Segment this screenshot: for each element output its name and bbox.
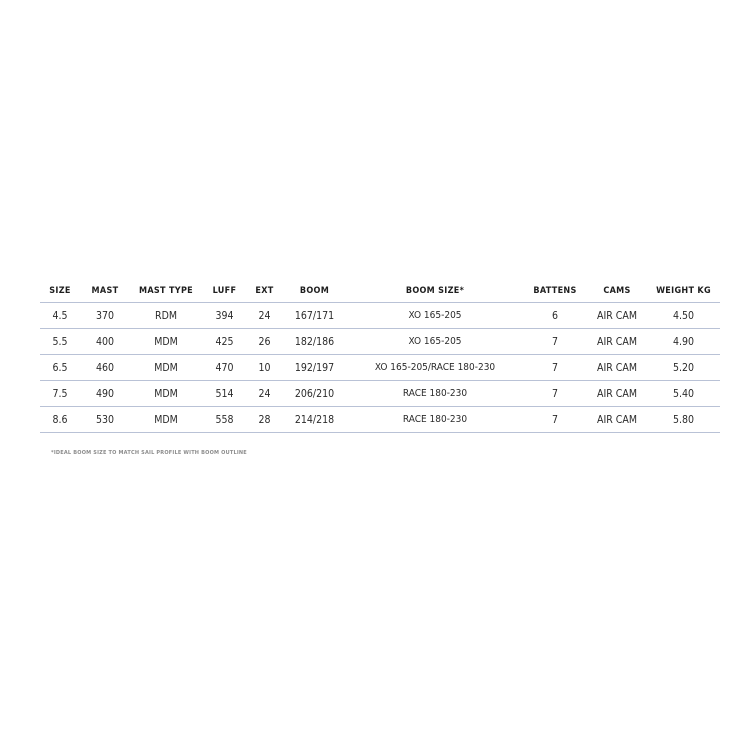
cell-mast-type: MDM (130, 381, 202, 407)
header-mast-type: MAST TYPE (130, 280, 202, 303)
table-row (40, 355, 720, 381)
cell-battens: 7 (523, 355, 587, 381)
table-row (40, 407, 720, 433)
table-row (40, 303, 720, 329)
cell-boom-size: XO 165-205 (347, 329, 523, 355)
cell-size: 4.5 (40, 303, 80, 329)
cell-mast-type: MDM (130, 407, 202, 433)
cell-mast: 400 (80, 329, 130, 355)
cell-boom: 206/210 (282, 381, 347, 407)
cell-weight: 4.50 (647, 303, 720, 329)
cell-battens: 7 (523, 381, 587, 407)
cell-luff: 558 (202, 407, 247, 433)
cell-mast: 530 (80, 407, 130, 433)
cell-mast-type: MDM (130, 329, 202, 355)
cell-battens: 7 (523, 329, 587, 355)
table-row (40, 381, 720, 407)
cell-ext: 26 (247, 329, 282, 355)
header-boom: BOOM (282, 280, 347, 303)
cell-boom: 214/218 (282, 407, 347, 433)
header-boom-size: BOOM SIZE* (347, 280, 523, 303)
cell-weight: 5.20 (647, 355, 720, 381)
cell-size: 7.5 (40, 381, 80, 407)
cell-ext: 10 (247, 355, 282, 381)
cell-boom: 167/171 (282, 303, 347, 329)
cell-mast: 370 (80, 303, 130, 329)
cell-luff: 514 (202, 381, 247, 407)
cell-battens: 6 (523, 303, 587, 329)
cell-weight: 5.40 (647, 381, 720, 407)
cell-boom-size: RACE 180-230 (347, 381, 523, 407)
cell-weight: 4.90 (647, 329, 720, 355)
cell-cams: AIR CAM (587, 329, 647, 355)
cell-mast-type: MDM (130, 355, 202, 381)
cell-size: 5.5 (40, 329, 80, 355)
cell-boom: 182/186 (282, 329, 347, 355)
cell-boom-size: XO 165-205/RACE 180-230 (347, 355, 523, 381)
cell-boom-size: XO 165-205 (347, 303, 523, 329)
header-mast: MAST (80, 280, 130, 303)
cell-ext: 28 (247, 407, 282, 433)
footnote: *IDEAL BOOM SIZE TO MATCH SAIL PROFILE WITH BOOM OUTLINE (51, 450, 247, 456)
spec-table (40, 280, 720, 433)
header-row (40, 280, 720, 303)
cell-cams: AIR CAM (587, 303, 647, 329)
cell-size: 8.6 (40, 407, 80, 433)
cell-cams: AIR CAM (587, 407, 647, 433)
cell-battens: 7 (523, 407, 587, 433)
cell-mast: 460 (80, 355, 130, 381)
header-luff: LUFF (202, 280, 247, 303)
cell-size: 6.5 (40, 355, 80, 381)
header-weight: WEIGHT KG (647, 280, 720, 303)
cell-ext: 24 (247, 303, 282, 329)
header-ext: EXT (247, 280, 282, 303)
table-row (40, 329, 720, 355)
cell-luff: 470 (202, 355, 247, 381)
cell-cams: AIR CAM (587, 381, 647, 407)
header-size: SIZE (40, 280, 80, 303)
cell-boom: 192/197 (282, 355, 347, 381)
cell-weight: 5.80 (647, 407, 720, 433)
cell-ext: 24 (247, 381, 282, 407)
header-cams: CAMS (587, 280, 647, 303)
cell-cams: AIR CAM (587, 355, 647, 381)
cell-mast: 490 (80, 381, 130, 407)
header-battens: BATTENS (523, 280, 587, 303)
cell-luff: 425 (202, 329, 247, 355)
cell-boom-size: RACE 180-230 (347, 407, 523, 433)
cell-luff: 394 (202, 303, 247, 329)
cell-mast-type: RDM (130, 303, 202, 329)
